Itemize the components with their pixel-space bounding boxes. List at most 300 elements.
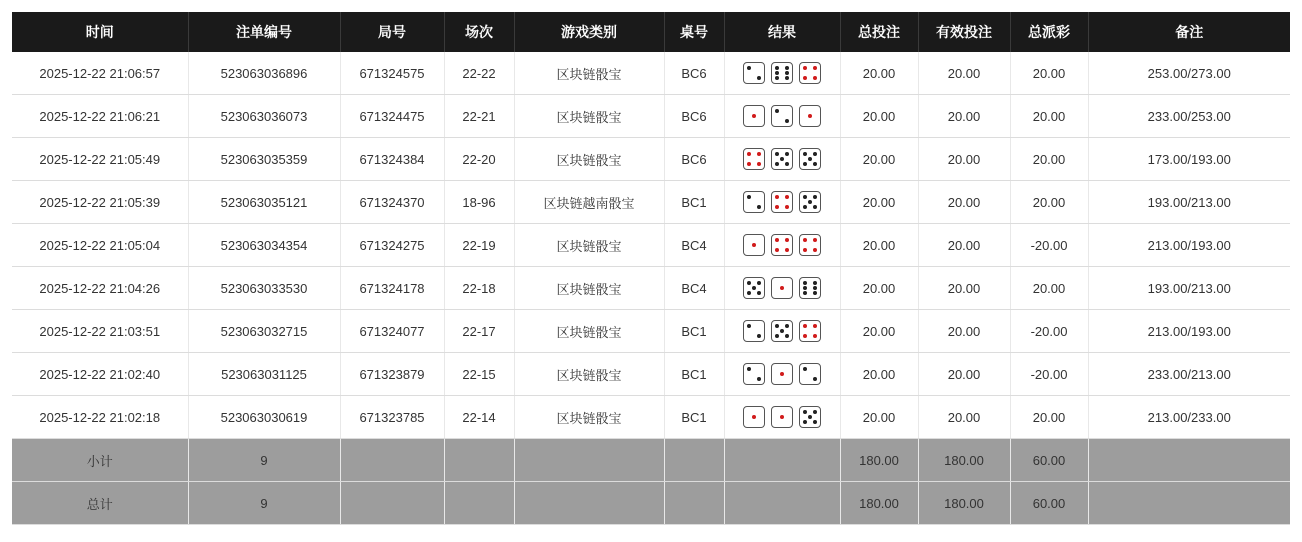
die-pip (780, 162, 784, 166)
dice-result-group (729, 62, 836, 84)
die-pip (808, 76, 812, 80)
die-face-1 (743, 406, 765, 428)
die-pip (757, 238, 761, 242)
cell-game-type: 区块链骰宝 (514, 224, 664, 267)
summary-blank-result (724, 439, 840, 482)
summary-blank-round (340, 439, 444, 482)
die-pip (780, 415, 784, 419)
die-pip (813, 205, 817, 209)
die-pip (785, 248, 789, 252)
die-pip (803, 286, 807, 290)
die-pip (747, 205, 751, 209)
grandtotal-row (12, 482, 1290, 525)
die-pip (808, 410, 812, 414)
die-pip (747, 119, 751, 123)
cell-total-bet: 20.00 (840, 52, 918, 95)
cell-order-no: 523063031125 (188, 353, 340, 396)
summary-blank-game (514, 439, 664, 482)
die-face-2 (743, 62, 765, 84)
die-pip (780, 76, 784, 80)
die-face-5 (799, 406, 821, 428)
die-pip (813, 372, 817, 376)
die-pip (803, 329, 807, 333)
dice-result-group (729, 277, 836, 299)
cell-valid-bet: 20.00 (918, 353, 1010, 396)
cell-game-type: 区块链越南骰宝 (514, 181, 664, 224)
die-pip (803, 410, 807, 414)
cell-session: 22-15 (444, 353, 514, 396)
cell-total-payout: -20.00 (1010, 353, 1088, 396)
column-header-order-no[interactable]: 注单编号 (188, 12, 340, 52)
cell-session: 22-14 (444, 396, 514, 439)
summary-total-payout: 60.00 (1010, 439, 1088, 482)
column-header-valid-bet[interactable]: 有效投注 (918, 12, 1010, 52)
cell-remark: 213.00/233.00 (1088, 396, 1290, 439)
cell-game-type: 区块链骰宝 (514, 396, 664, 439)
cell-order-no: 523063032715 (188, 310, 340, 353)
die-pip (785, 157, 789, 161)
die-pip (775, 76, 779, 80)
die-pip (785, 205, 789, 209)
cell-table-no: BC4 (664, 224, 724, 267)
cell-time: 2025-12-22 21:05:39 (12, 181, 188, 224)
die-pip (813, 286, 817, 290)
table-header (12, 12, 1290, 52)
die-face-2 (743, 363, 765, 385)
cell-session: 22-19 (444, 224, 514, 267)
die-pip (775, 238, 779, 242)
die-pip (752, 238, 756, 242)
cell-time: 2025-12-22 21:05:04 (12, 224, 188, 267)
cell-total-payout: 20.00 (1010, 52, 1088, 95)
die-pip (780, 367, 784, 371)
die-pip (752, 329, 756, 333)
die-pip (780, 157, 784, 161)
table-row[interactable] (12, 52, 1290, 95)
die-pip (808, 367, 812, 371)
die-face-1 (771, 363, 793, 385)
die-pip (775, 205, 779, 209)
die-pip (752, 291, 756, 295)
die-pip (757, 410, 761, 414)
dice-result-group (729, 191, 836, 213)
cell-session: 22-22 (444, 52, 514, 95)
summary-blank-session (444, 482, 514, 525)
die-pip (803, 248, 807, 252)
die-pip (752, 420, 756, 424)
die-pip (752, 286, 756, 290)
cell-total-bet: 20.00 (840, 138, 918, 181)
table-row[interactable] (12, 181, 1290, 224)
die-pip (752, 324, 756, 328)
die-pip (808, 66, 812, 70)
die-pip (808, 119, 812, 123)
die-pip (813, 152, 817, 156)
die-pip (813, 157, 817, 161)
die-pip (808, 238, 812, 242)
summary-count: 9 (188, 439, 340, 482)
die-pip (757, 205, 761, 209)
die-pip (803, 157, 807, 161)
die-pip (752, 334, 756, 338)
cell-remark: 173.00/193.00 (1088, 138, 1290, 181)
die-pip (780, 109, 784, 113)
cell-time: 2025-12-22 21:05:49 (12, 138, 188, 181)
die-pip (808, 162, 812, 166)
die-pip (747, 372, 751, 376)
die-pip (785, 372, 789, 376)
die-pip (785, 162, 789, 166)
cell-order-no: 523063033530 (188, 267, 340, 310)
dice-result-group (729, 363, 836, 385)
die-pip (785, 334, 789, 338)
cell-valid-bet: 20.00 (918, 396, 1010, 439)
die-pip (813, 119, 817, 123)
die-pip (752, 109, 756, 113)
die-pip (813, 415, 817, 419)
die-pip (803, 109, 807, 113)
column-header-time[interactable]: 时间 (12, 12, 188, 52)
die-pip (757, 114, 761, 118)
die-pip (747, 367, 751, 371)
summary-count: 9 (188, 482, 340, 525)
die-pip (813, 114, 817, 118)
die-pip (757, 286, 761, 290)
column-header-total-bet[interactable]: 总投注 (840, 12, 918, 52)
die-pip (780, 372, 784, 376)
cell-total-payout: 20.00 (1010, 181, 1088, 224)
table-row[interactable] (12, 310, 1290, 353)
cell-table-no: BC1 (664, 353, 724, 396)
die-pip (813, 200, 817, 204)
die-pip (780, 114, 784, 118)
die-face-1 (799, 105, 821, 127)
cell-round-no: 671323879 (340, 353, 444, 396)
cell-session: 22-20 (444, 138, 514, 181)
die-pip (808, 324, 812, 328)
cell-round-no: 671324475 (340, 95, 444, 138)
die-pip (752, 200, 756, 204)
die-face-2 (743, 320, 765, 342)
die-pip (803, 195, 807, 199)
die-pip (813, 243, 817, 247)
die-pip (780, 324, 784, 328)
cell-round-no: 671324384 (340, 138, 444, 181)
die-face-5 (799, 148, 821, 170)
die-pip (780, 119, 784, 123)
die-pip (813, 420, 817, 424)
summary-total-payout: 60.00 (1010, 482, 1088, 525)
die-pip (747, 238, 751, 242)
die-pip (747, 410, 751, 414)
column-header-session[interactable]: 场次 (444, 12, 514, 52)
die-pip (803, 119, 807, 123)
die-pip (757, 119, 761, 123)
die-pip (757, 162, 761, 166)
die-face-4 (799, 320, 821, 342)
cell-table-no: BC1 (664, 181, 724, 224)
column-header-total-payout[interactable]: 总派彩 (1010, 12, 1088, 52)
die-face-5 (771, 320, 793, 342)
cell-game-type: 区块链骰宝 (514, 353, 664, 396)
die-pip (785, 238, 789, 242)
die-pip (747, 114, 751, 118)
cell-game-type: 区块链骰宝 (514, 267, 664, 310)
cell-remark: 193.00/213.00 (1088, 181, 1290, 224)
die-pip (757, 367, 761, 371)
die-pip (752, 119, 756, 123)
die-pip (780, 152, 784, 156)
die-pip (757, 157, 761, 161)
summary-label: 小计 (12, 439, 188, 482)
table-row[interactable] (12, 353, 1290, 396)
cell-valid-bet: 20.00 (918, 267, 1010, 310)
table-row[interactable] (12, 267, 1290, 310)
die-pip (747, 420, 751, 424)
cell-order-no: 523063035121 (188, 181, 340, 224)
cell-round-no: 671324370 (340, 181, 444, 224)
cell-total-bet: 20.00 (840, 95, 918, 138)
die-pip (813, 109, 817, 113)
die-pip (808, 281, 812, 285)
die-pip (785, 367, 789, 371)
die-pip (808, 195, 812, 199)
die-pip (752, 367, 756, 371)
die-pip (780, 286, 784, 290)
die-pip (813, 248, 817, 252)
column-header-table-no[interactable]: 桌号 (664, 12, 724, 52)
die-pip (757, 329, 761, 333)
cell-total-payout: -20.00 (1010, 310, 1088, 353)
cell-result (724, 181, 840, 224)
die-pip (747, 377, 751, 381)
die-pip (747, 195, 751, 199)
die-pip (752, 152, 756, 156)
cell-round-no: 671323785 (340, 396, 444, 439)
die-pip (803, 238, 807, 242)
die-pip (785, 415, 789, 419)
cell-result (724, 95, 840, 138)
die-pip (757, 372, 761, 376)
die-pip (757, 109, 761, 113)
die-face-5 (743, 277, 765, 299)
summary-blank-round (340, 482, 444, 525)
die-pip (775, 157, 779, 161)
column-header-game-type[interactable]: 游戏类别 (514, 12, 664, 52)
die-pip (808, 109, 812, 113)
cell-total-payout: 20.00 (1010, 267, 1088, 310)
die-pip (803, 114, 807, 118)
cell-order-no: 523063036896 (188, 52, 340, 95)
die-pip (775, 291, 779, 295)
die-pip (808, 205, 812, 209)
die-pip (757, 152, 761, 156)
summary-label: 总计 (12, 482, 188, 525)
die-pip (775, 410, 779, 414)
die-pip (747, 415, 751, 419)
cell-table-no: BC6 (664, 138, 724, 181)
die-pip (780, 334, 784, 338)
die-pip (775, 248, 779, 252)
table-header-row (12, 12, 1290, 52)
die-pip (752, 76, 756, 80)
die-pip (785, 195, 789, 199)
die-pip (757, 200, 761, 204)
cell-valid-bet: 20.00 (918, 138, 1010, 181)
die-pip (752, 162, 756, 166)
die-pip (808, 152, 812, 156)
cell-round-no: 671324077 (340, 310, 444, 353)
die-pip (785, 281, 789, 285)
die-pip (808, 243, 812, 247)
cell-table-no: BC6 (664, 95, 724, 138)
summary-blank-table (664, 439, 724, 482)
die-face-6 (799, 277, 821, 299)
die-pip (747, 66, 751, 70)
subtotal-row (12, 439, 1290, 482)
die-pip (775, 71, 779, 75)
cell-round-no: 671324275 (340, 224, 444, 267)
cell-total-bet: 20.00 (840, 267, 918, 310)
die-pip (803, 205, 807, 209)
cell-total-bet: 20.00 (840, 310, 918, 353)
die-pip (775, 243, 779, 247)
die-pip (808, 377, 812, 381)
die-pip (808, 415, 812, 419)
bet-history-table (12, 12, 1290, 525)
die-pip (803, 162, 807, 166)
die-pip (803, 71, 807, 75)
cell-valid-bet: 20.00 (918, 224, 1010, 267)
die-pip (808, 114, 812, 118)
die-pip (813, 410, 817, 414)
cell-time: 2025-12-22 21:02:40 (12, 353, 188, 396)
dice-result-group (729, 406, 836, 428)
cell-result (724, 310, 840, 353)
die-pip (808, 200, 812, 204)
die-pip (747, 157, 751, 161)
die-pip (785, 410, 789, 414)
column-header-round-no[interactable]: 局号 (340, 12, 444, 52)
die-pip (813, 329, 817, 333)
table-row[interactable] (12, 396, 1290, 439)
die-pip (785, 291, 789, 295)
die-face-4 (799, 62, 821, 84)
summary-blank-remark (1088, 482, 1290, 525)
die-pip (803, 367, 807, 371)
die-pip (775, 420, 779, 424)
table-row[interactable] (12, 224, 1290, 267)
cell-time: 2025-12-22 21:06:21 (12, 95, 188, 138)
die-pip (803, 334, 807, 338)
die-pip (752, 281, 756, 285)
cell-result (724, 138, 840, 181)
die-pip (813, 238, 817, 242)
column-header-result[interactable]: 结果 (724, 12, 840, 52)
die-pip (747, 248, 751, 252)
die-pip (747, 291, 751, 295)
die-pip (747, 281, 751, 285)
cell-remark: 213.00/193.00 (1088, 310, 1290, 353)
die-pip (752, 243, 756, 247)
die-pip (780, 329, 784, 333)
die-pip (752, 66, 756, 70)
die-pip (757, 71, 761, 75)
cell-total-payout: 20.00 (1010, 138, 1088, 181)
table-row[interactable] (12, 138, 1290, 181)
cell-total-payout: 20.00 (1010, 396, 1088, 439)
die-pip (785, 377, 789, 381)
die-pip (752, 248, 756, 252)
summary-total-bet: 180.00 (840, 482, 918, 525)
table-row[interactable] (12, 95, 1290, 138)
die-pip (775, 195, 779, 199)
die-pip (808, 372, 812, 376)
die-face-4 (771, 234, 793, 256)
cell-total-bet: 20.00 (840, 353, 918, 396)
column-header-remark[interactable]: 备注 (1088, 12, 1290, 52)
die-face-6 (771, 62, 793, 84)
die-pip (757, 243, 761, 247)
die-pip (757, 324, 761, 328)
cell-result (724, 52, 840, 95)
summary-valid-bet: 180.00 (918, 439, 1010, 482)
die-pip (747, 329, 751, 333)
die-pip (757, 76, 761, 80)
die-pip (747, 286, 751, 290)
cell-total-bet: 20.00 (840, 224, 918, 267)
die-pip (752, 415, 756, 419)
die-pip (780, 243, 784, 247)
die-pip (775, 152, 779, 156)
cell-game-type: 区块链骰宝 (514, 138, 664, 181)
die-pip (752, 157, 756, 161)
die-face-4 (743, 148, 765, 170)
die-pip (747, 324, 751, 328)
cell-order-no: 523063030619 (188, 396, 340, 439)
cell-round-no: 671324178 (340, 267, 444, 310)
cell-total-bet: 20.00 (840, 181, 918, 224)
die-pip (785, 329, 789, 333)
dice-result-group (729, 105, 836, 127)
die-pip (803, 291, 807, 295)
die-pip (803, 152, 807, 156)
cell-valid-bet: 20.00 (918, 95, 1010, 138)
die-pip (803, 76, 807, 80)
cell-session: 18-96 (444, 181, 514, 224)
die-pip (803, 372, 807, 376)
cell-game-type: 区块链骰宝 (514, 310, 664, 353)
die-pip (808, 329, 812, 333)
cell-result (724, 267, 840, 310)
die-face-1 (771, 277, 793, 299)
die-pip (780, 238, 784, 242)
die-pip (813, 281, 817, 285)
die-pip (813, 76, 817, 80)
die-pip (780, 66, 784, 70)
cell-session: 22-17 (444, 310, 514, 353)
die-pip (785, 420, 789, 424)
die-pip (747, 109, 751, 113)
die-pip (757, 415, 761, 419)
die-pip (803, 415, 807, 419)
die-pip (780, 291, 784, 295)
die-face-1 (743, 105, 765, 127)
cell-table-no: BC6 (664, 52, 724, 95)
summary-blank-remark (1088, 439, 1290, 482)
die-pip (757, 420, 761, 424)
dice-result-group (729, 320, 836, 342)
